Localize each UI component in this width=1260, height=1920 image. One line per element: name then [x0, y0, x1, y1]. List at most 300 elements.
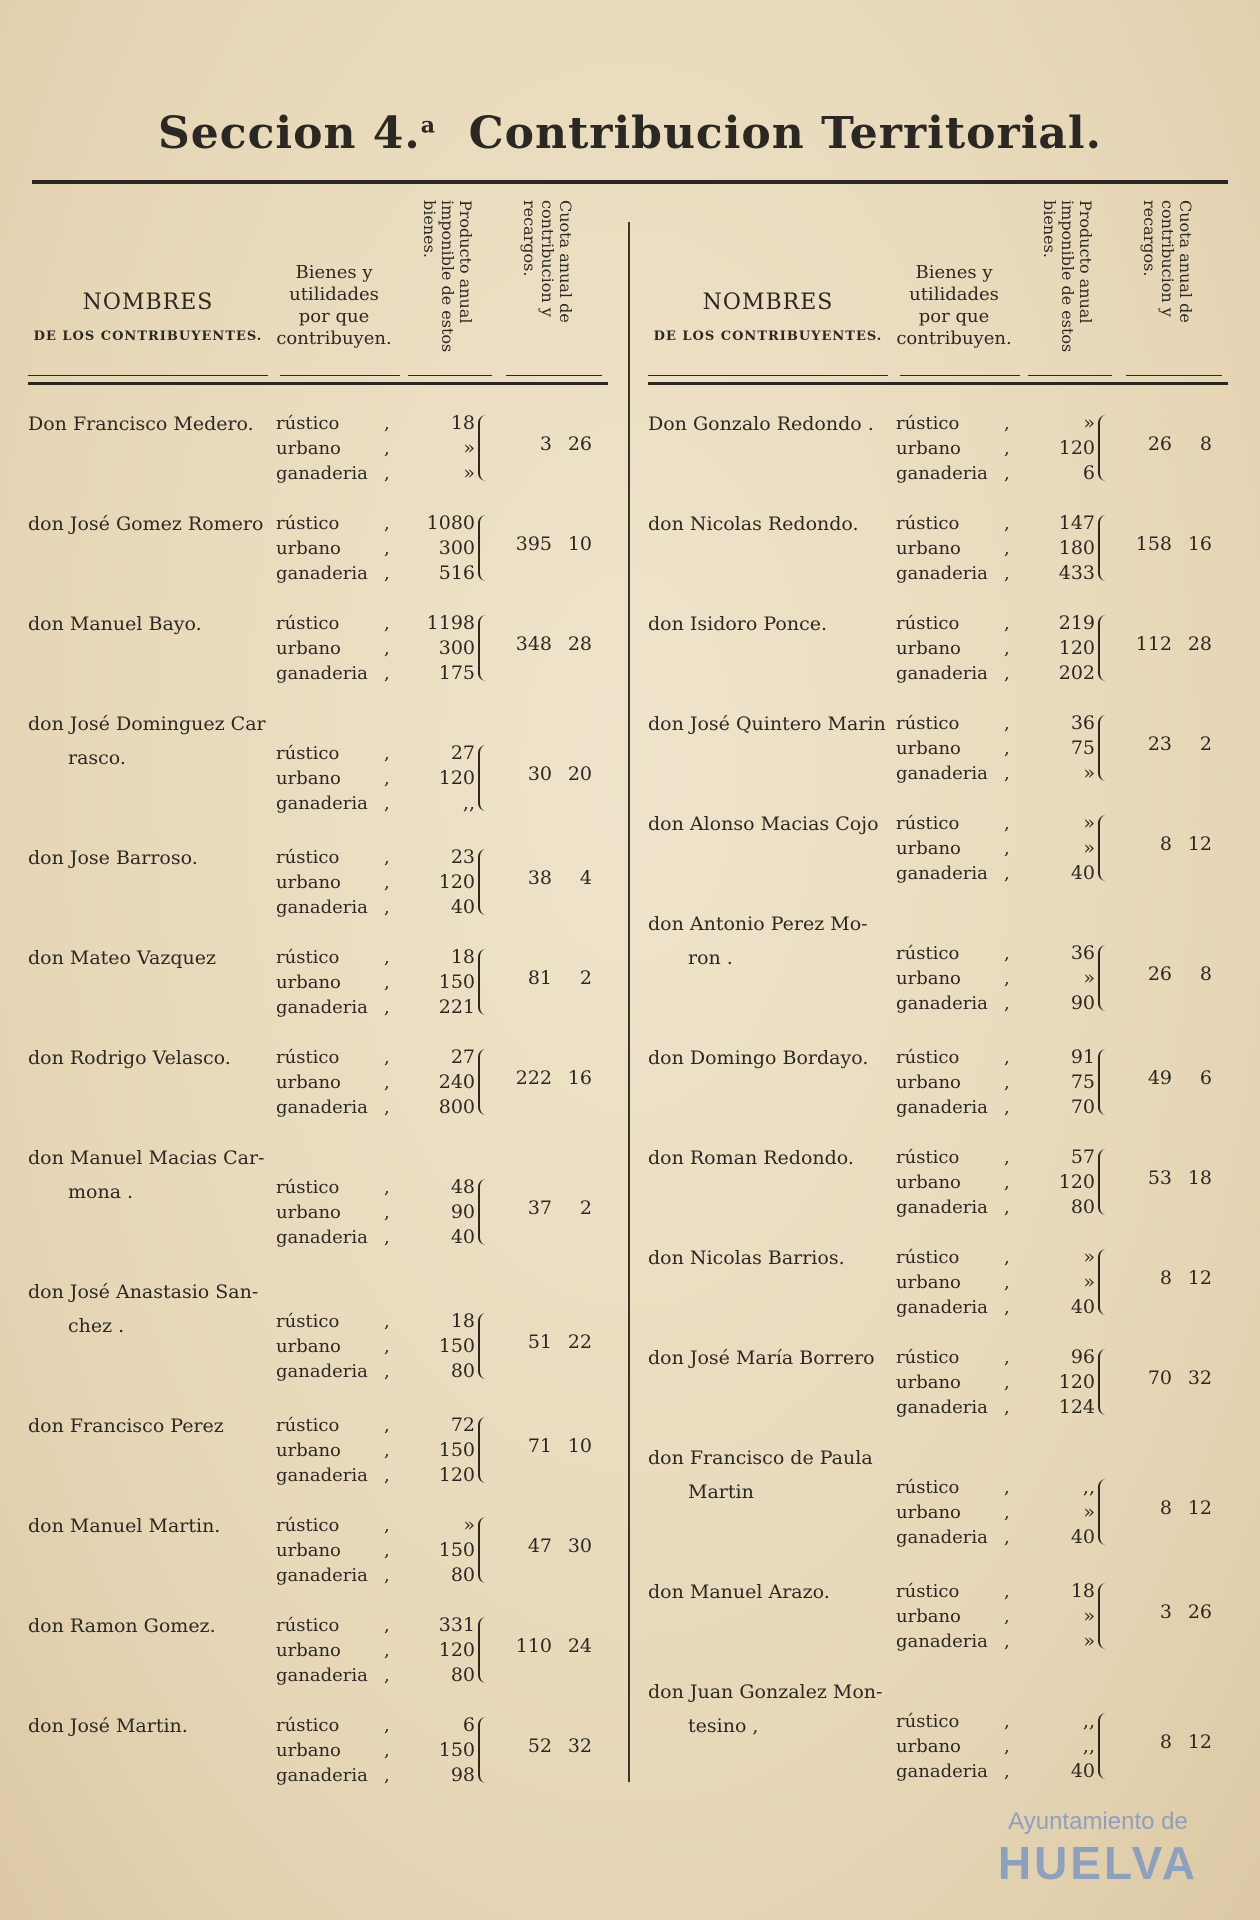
- producto-value: 150: [438, 1439, 475, 1461]
- name-line: don Isidoro Ponce.: [648, 613, 827, 635]
- producto-value: 18: [450, 1310, 475, 1332]
- contributor-row: [648, 1319, 1228, 1419]
- property-types: [896, 941, 1016, 1016]
- property-types: [276, 1175, 396, 1250]
- producto-values: [1013, 1045, 1095, 1120]
- property-type: rústico ,: [276, 1045, 396, 1070]
- property-type: ganaderia ,: [276, 1463, 396, 1488]
- property-type: urbano ,: [276, 1638, 396, 1663]
- contributor-row: [648, 1219, 1228, 1319]
- producto-value: 40: [1070, 862, 1095, 884]
- property-type: urbano ,: [896, 1500, 1016, 1525]
- producto-value: 331: [438, 1614, 475, 1636]
- name-line: don José Dominguez Car: [28, 713, 266, 735]
- producto-value: 80: [450, 1564, 475, 1586]
- property-type: rústico ,: [896, 1579, 1016, 1604]
- name-line: don Roman Redondo.: [648, 1147, 854, 1169]
- producto-value: 120: [1058, 637, 1095, 659]
- cuota-value: [496, 1635, 608, 1657]
- producto-value: »: [1083, 1501, 1095, 1523]
- producto-value: 6: [462, 1714, 475, 1736]
- cuota-reales: 12: [1187, 1267, 1212, 1289]
- property-type: ganaderia ,: [276, 1663, 396, 1688]
- producto-value: 48: [450, 1176, 475, 1198]
- cuota-value: [1116, 433, 1228, 455]
- cuota-pesos: 71: [527, 1435, 552, 1457]
- name-line-continued: Martin: [688, 1481, 754, 1503]
- row-brace: [478, 1179, 494, 1245]
- archive-watermark: [968, 1808, 1228, 1890]
- producto-value: »: [1083, 837, 1095, 859]
- producto-value: 90: [1070, 992, 1095, 1014]
- cuota-pesos: 47: [527, 1535, 552, 1557]
- property-type: urbano ,: [276, 1538, 396, 1563]
- cuota-value: [1116, 1367, 1228, 1389]
- left-rows: [28, 385, 608, 1787]
- row-brace: [478, 745, 494, 811]
- name-line-continued: tesino ,: [688, 1715, 759, 1737]
- cuota-pesos: 8: [1159, 1497, 1172, 1519]
- property-type: rústico ,: [276, 945, 396, 970]
- cuota-reales: 26: [567, 433, 592, 455]
- producto-value: 80: [1070, 1196, 1095, 1218]
- producto-values: [393, 845, 475, 920]
- producto-value: 219: [1058, 612, 1095, 634]
- contributor-row: [648, 385, 1228, 485]
- property-types: [276, 511, 396, 586]
- contributor-row: [648, 1019, 1228, 1119]
- producto-value: »: [463, 437, 475, 459]
- contributor-row: [648, 1653, 1228, 1787]
- cuota-pesos: 53: [1147, 1167, 1172, 1189]
- producto-value: 6: [1082, 462, 1095, 484]
- property-type: ganaderia ,: [276, 1095, 396, 1120]
- property-type: urbano ,: [896, 1734, 1016, 1759]
- producto-header: Producto anual imponible de estos bienes.: [1040, 200, 1095, 353]
- property-type: urbano ,: [896, 1170, 1016, 1195]
- producto-value: »: [463, 1514, 475, 1536]
- contributor-row: [28, 585, 608, 685]
- left-header: [28, 200, 608, 385]
- property-type: urbano ,: [276, 536, 396, 561]
- name-line: don Manuel Martin.: [28, 1515, 221, 1537]
- contributor-row: [648, 1553, 1228, 1653]
- producto-values: [393, 741, 475, 816]
- property-type: ganaderia ,: [276, 791, 396, 816]
- cuota-pesos: 51: [527, 1331, 552, 1353]
- contributor-name: [648, 1575, 898, 1609]
- property-type: urbano ,: [896, 636, 1016, 661]
- contributor-name: [28, 941, 278, 975]
- producto-value: »: [1083, 812, 1095, 834]
- producto-value: »: [1083, 1271, 1095, 1293]
- producto-value: 202: [1058, 662, 1095, 684]
- contributor-name: [28, 1041, 278, 1075]
- producto-value: 221: [438, 996, 475, 1018]
- row-brace: [1098, 1349, 1114, 1415]
- right-header: [648, 200, 1228, 385]
- producto-values: [393, 1513, 475, 1588]
- producto-value: ,,: [1082, 1476, 1095, 1498]
- name-line: don José Martin.: [28, 1715, 188, 1737]
- cuota-reales: 12: [1187, 1497, 1212, 1519]
- cuota-reales: 24: [567, 1635, 592, 1657]
- producto-values: [393, 1309, 475, 1384]
- contributor-name: [648, 607, 898, 641]
- property-types: [276, 611, 396, 686]
- producto-value: 91: [1070, 1046, 1095, 1068]
- cuota-pesos: 26: [1147, 433, 1172, 455]
- producto-values: [1013, 811, 1095, 886]
- contributor-name: [648, 707, 898, 741]
- contributor-name: [648, 1241, 898, 1275]
- header-underline: [506, 375, 602, 376]
- property-type: rústico ,: [276, 511, 396, 536]
- property-type: rústico ,: [276, 845, 396, 870]
- contributor-name: [648, 907, 898, 975]
- contributor-name: [28, 707, 278, 775]
- property-types: [276, 1413, 396, 1488]
- contributor-row: [648, 1119, 1228, 1219]
- row-brace: [478, 1517, 494, 1583]
- property-type: rústico ,: [896, 511, 1016, 536]
- cuota-pesos: 222: [515, 1067, 552, 1089]
- property-types: [276, 741, 396, 816]
- property-type: rústico ,: [896, 711, 1016, 736]
- property-type: rústico ,: [896, 1045, 1016, 1070]
- name-line: don Jose Barroso.: [28, 847, 198, 869]
- property-type: urbano ,: [896, 1370, 1016, 1395]
- property-type: urbano ,: [276, 636, 396, 661]
- property-types: [896, 411, 1016, 486]
- row-brace: [478, 1717, 494, 1783]
- contributor-row: [648, 585, 1228, 685]
- property-types: [276, 411, 396, 486]
- cuota-value: [1116, 633, 1228, 655]
- property-type: urbano ,: [896, 736, 1016, 761]
- producto-values: [393, 511, 475, 586]
- name-line: don José Anastasio San-: [28, 1281, 259, 1303]
- cuota-pesos: 3: [1159, 1601, 1172, 1623]
- contributor-row: [28, 1687, 608, 1787]
- producto-value: 150: [438, 1539, 475, 1561]
- row-brace: [478, 849, 494, 915]
- cuota-value: [496, 1735, 608, 1757]
- property-type: ganaderia ,: [896, 861, 1016, 886]
- cuota-header: Cuota anual de contribucion y recargos.: [520, 200, 575, 323]
- title-main: Seccion 4.: [158, 108, 421, 159]
- name-line: don Manuel Arazo.: [648, 1581, 830, 1603]
- property-type: rústico ,: [896, 941, 1016, 966]
- cuota-value: [496, 867, 608, 889]
- cuota-pesos: 348: [515, 633, 552, 655]
- cuota-reales: 20: [567, 763, 592, 785]
- producto-value: 18: [450, 946, 475, 968]
- cuota-reales: 26: [1187, 1601, 1212, 1623]
- name-line: don Nicolas Barrios.: [648, 1247, 845, 1269]
- producto-value: 150: [438, 1335, 475, 1357]
- property-type: ganaderia ,: [896, 661, 1016, 686]
- cuota-reales: 4: [579, 867, 592, 889]
- property-type: urbano ,: [896, 536, 1016, 561]
- property-type: urbano ,: [276, 1070, 396, 1095]
- name-line: Don Francisco Medero.: [28, 413, 254, 435]
- producto-value: 40: [1070, 1760, 1095, 1782]
- producto-value: 175: [438, 662, 475, 684]
- row-brace: [1098, 1479, 1114, 1545]
- contributor-row: [28, 1587, 608, 1687]
- producto-value: 120: [438, 1464, 475, 1486]
- cuota-value: [1116, 533, 1228, 555]
- producto-values: [393, 411, 475, 486]
- cuota-reales: 10: [567, 533, 592, 555]
- property-type: ganaderia ,: [276, 895, 396, 920]
- cuota-value: [496, 433, 608, 455]
- name-line-continued: mona .: [68, 1181, 134, 1203]
- row-brace: [1098, 415, 1114, 481]
- cuota-value: [1116, 733, 1228, 755]
- producto-value: »: [1083, 1246, 1095, 1268]
- producto-value: 27: [450, 1046, 475, 1068]
- cuota-pesos: 395: [515, 533, 552, 555]
- names-header: [648, 290, 888, 344]
- cuota-reales: 10: [567, 1435, 592, 1457]
- producto-value: »: [1083, 1630, 1095, 1652]
- property-types: [276, 1613, 396, 1688]
- producto-value: 40: [450, 1226, 475, 1248]
- property-type: urbano ,: [896, 966, 1016, 991]
- bienes-header: Bienes y utilidades por que contribuyen.: [276, 262, 392, 349]
- property-type: urbano ,: [896, 1270, 1016, 1295]
- property-type: urbano ,: [896, 836, 1016, 861]
- producto-value: »: [1083, 1605, 1095, 1627]
- property-type: rústico ,: [276, 1413, 396, 1438]
- right-column: [648, 200, 1228, 1787]
- producto-value: 150: [438, 971, 475, 993]
- header-underline: [408, 375, 492, 376]
- producto-values: [1013, 511, 1095, 586]
- producto-value: 1080: [426, 512, 475, 534]
- cuota-value: [496, 1435, 608, 1457]
- producto-value: 96: [1070, 1346, 1095, 1368]
- header-underline: [648, 375, 888, 376]
- header-underline: [900, 375, 1020, 376]
- name-line: don José Gomez Romero: [28, 513, 264, 535]
- property-types: [276, 1309, 396, 1384]
- cuota-reales: 22: [567, 1331, 592, 1353]
- contributor-row: [648, 485, 1228, 585]
- producto-value: 150: [438, 1739, 475, 1761]
- cuota-pesos: 52: [527, 1735, 552, 1757]
- contributor-name: [28, 1509, 278, 1543]
- producto-value: 72: [450, 1414, 475, 1436]
- names-header: [28, 290, 268, 344]
- producto-value: 23: [450, 846, 475, 868]
- producto-value: 1198: [426, 612, 475, 634]
- row-brace: [478, 415, 494, 481]
- property-type: ganaderia ,: [896, 991, 1016, 1016]
- cuota-value: [496, 533, 608, 555]
- cuota-pesos: 38: [527, 867, 552, 889]
- producto-values: [1013, 1709, 1095, 1784]
- producto-value: 75: [1070, 1071, 1095, 1093]
- producto-value: 516: [438, 562, 475, 584]
- contributor-row: [28, 819, 608, 919]
- property-type: rústico ,: [276, 1309, 396, 1334]
- contributor-row: [648, 885, 1228, 1019]
- cuota-pesos: 158: [1135, 533, 1172, 555]
- property-type: urbano ,: [276, 1200, 396, 1225]
- producto-values: [1013, 1145, 1095, 1220]
- row-brace: [478, 515, 494, 581]
- row-brace: [1098, 1149, 1114, 1215]
- cuota-reales: 12: [1187, 1731, 1212, 1753]
- bienes-header: Bienes y utilidades por que contribuyen.: [896, 262, 1012, 349]
- contributor-name: [648, 1141, 898, 1175]
- row-brace: [1098, 815, 1114, 881]
- producto-value: 18: [450, 412, 475, 434]
- property-type: ganaderia ,: [276, 461, 396, 486]
- cuota-pesos: 3: [539, 433, 552, 455]
- property-type: ganaderia ,: [276, 561, 396, 586]
- name-line: don Juan Gonzalez Mon-: [648, 1681, 883, 1703]
- cuota-pesos: 37: [527, 1197, 552, 1219]
- producto-value: 120: [438, 1639, 475, 1661]
- property-type: rústico ,: [896, 1245, 1016, 1270]
- property-type: urbano ,: [276, 1334, 396, 1359]
- property-type: urbano ,: [896, 436, 1016, 461]
- producto-values: [1013, 611, 1095, 686]
- property-type: urbano ,: [896, 1070, 1016, 1095]
- header-underline: [1126, 375, 1222, 376]
- producto-value: ,,: [1082, 1710, 1095, 1732]
- producto-values: [1013, 941, 1095, 1016]
- property-types: [896, 1709, 1016, 1784]
- name-line: don Nicolas Redondo.: [648, 513, 859, 535]
- cuota-pesos: 8: [1159, 1731, 1172, 1753]
- cuota-reales: 16: [567, 1067, 592, 1089]
- property-types: [896, 1579, 1016, 1654]
- name-line-continued: ron .: [688, 947, 733, 969]
- producto-value: 120: [438, 871, 475, 893]
- property-type: ganaderia ,: [896, 461, 1016, 486]
- property-type: ganaderia ,: [276, 661, 396, 686]
- cuota-reales: 12: [1187, 833, 1212, 855]
- cuota-value: [1116, 1167, 1228, 1189]
- cuota-value: [496, 1197, 608, 1219]
- name-line: don Antonio Perez Mo-: [648, 913, 868, 935]
- property-types: [896, 511, 1016, 586]
- property-type: rústico ,: [896, 1345, 1016, 1370]
- contributor-row: [28, 1119, 608, 1253]
- property-type: urbano ,: [896, 1604, 1016, 1629]
- cuota-pesos: 26: [1147, 963, 1172, 985]
- producto-values: [393, 1413, 475, 1488]
- producto-value: ,,: [462, 792, 475, 814]
- property-type: ganaderia ,: [896, 761, 1016, 786]
- property-type: ganaderia ,: [896, 1295, 1016, 1320]
- names-header-title: NOMBRES: [702, 290, 834, 315]
- property-type: ganaderia ,: [896, 1195, 1016, 1220]
- producto-value: 40: [450, 896, 475, 918]
- name-line: don Mateo Vazquez: [28, 947, 216, 969]
- property-types: [896, 1245, 1016, 1320]
- cuota-reales: 8: [1199, 963, 1212, 985]
- producto-value: 124: [1058, 1396, 1095, 1418]
- cuota-value: [1116, 963, 1228, 985]
- property-types: [896, 1345, 1016, 1420]
- property-types: [276, 1713, 396, 1788]
- producto-values: [393, 1713, 475, 1788]
- property-type: ganaderia ,: [896, 1395, 1016, 1420]
- cuota-reales: 2: [579, 1197, 592, 1219]
- producto-value: 90: [450, 1201, 475, 1223]
- producto-values: [393, 1175, 475, 1250]
- property-type: ganaderia ,: [896, 1759, 1016, 1784]
- contributor-row: [28, 1487, 608, 1587]
- name-line: don Domingo Bordayo.: [648, 1047, 869, 1069]
- cuota-value: [1116, 1067, 1228, 1089]
- names-header-title: NOMBRES: [82, 290, 214, 315]
- contributor-row: [648, 1419, 1228, 1553]
- row-brace: [478, 615, 494, 681]
- producto-value: 240: [438, 1071, 475, 1093]
- cuota-reales: 32: [567, 1735, 592, 1757]
- producto-values: [393, 945, 475, 1020]
- contributor-row: [28, 385, 608, 485]
- contributor-row: [648, 685, 1228, 785]
- property-type: urbano ,: [276, 436, 396, 461]
- row-brace: [1098, 715, 1114, 781]
- cuota-pesos: 30: [527, 763, 552, 785]
- property-types: [896, 1045, 1016, 1120]
- contributor-name: [648, 1341, 898, 1375]
- cuota-value: [1116, 833, 1228, 855]
- contributor-name: [28, 841, 278, 875]
- row-brace: [478, 1417, 494, 1483]
- producto-value: »: [1083, 412, 1095, 434]
- contributor-name: [648, 807, 898, 841]
- property-type: ganaderia ,: [276, 1359, 396, 1384]
- producto-value: »: [1083, 967, 1095, 989]
- row-brace: [478, 949, 494, 1015]
- row-brace: [478, 1313, 494, 1379]
- name-line: don Francisco Perez: [28, 1415, 224, 1437]
- producto-value: 40: [1070, 1526, 1095, 1548]
- cuota-value: [1116, 1497, 1228, 1519]
- property-type: rústico ,: [896, 1145, 1016, 1170]
- cuota-reales: 28: [1187, 633, 1212, 655]
- property-type: ganaderia ,: [276, 1763, 396, 1788]
- contributor-row: [28, 919, 608, 1019]
- name-line: don Manuel Macias Car-: [28, 1147, 265, 1169]
- right-rows: [648, 385, 1228, 1787]
- row-brace: [1098, 1049, 1114, 1115]
- header-underline: [280, 375, 400, 376]
- cuota-reales: 8: [1199, 433, 1212, 455]
- cuota-reales: 30: [567, 1535, 592, 1557]
- producto-value: 120: [438, 767, 475, 789]
- producto-values: [393, 1045, 475, 1120]
- property-type: ganaderia ,: [896, 1095, 1016, 1120]
- property-types: [896, 711, 1016, 786]
- producto-values: [1013, 1345, 1095, 1420]
- property-type: rústico ,: [276, 1613, 396, 1638]
- producto-value: 800: [438, 1096, 475, 1118]
- cuota-reales: 28: [567, 633, 592, 655]
- producto-header: Producto anual imponible de estos bienes.: [420, 200, 475, 353]
- cuota-pesos: 70: [1147, 1367, 1172, 1389]
